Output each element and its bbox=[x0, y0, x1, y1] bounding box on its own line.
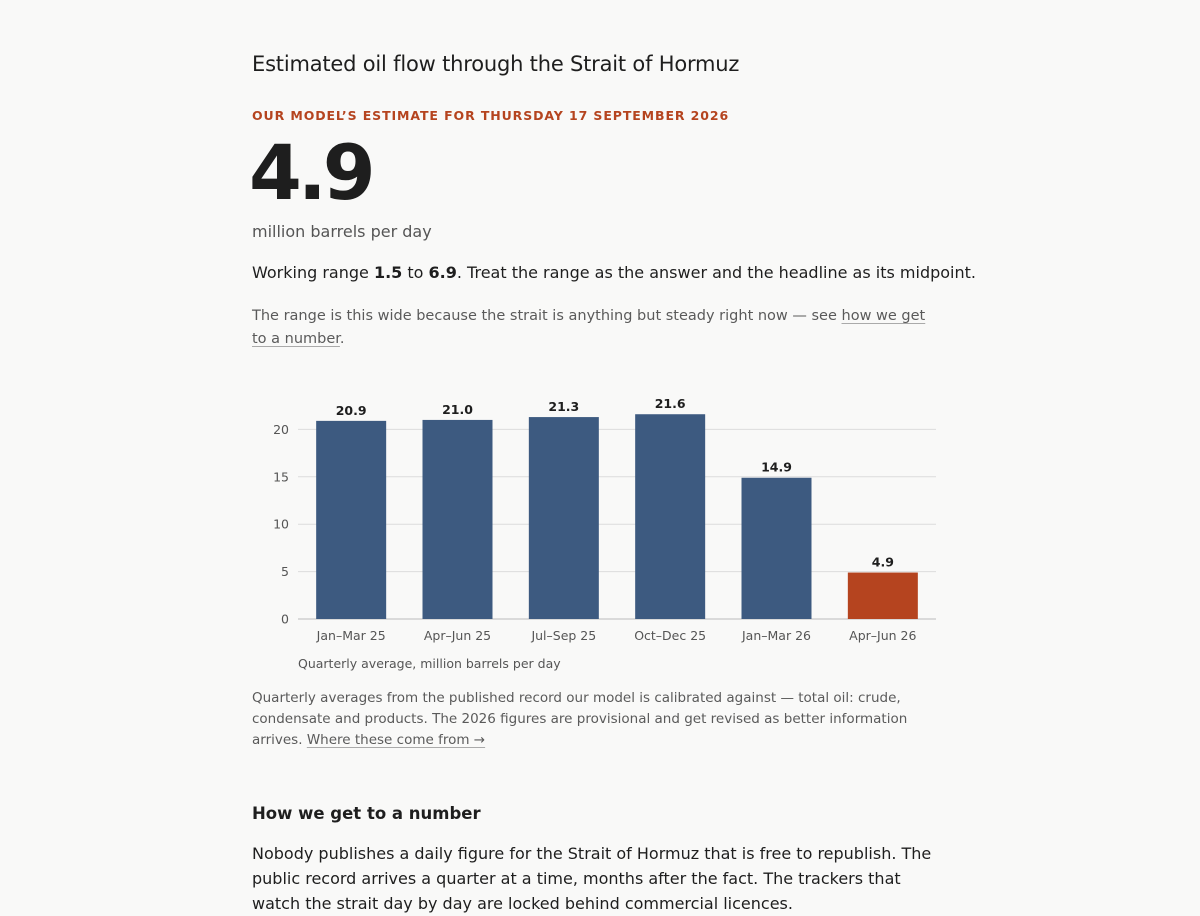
range-to: to bbox=[402, 263, 429, 282]
range-suffix: . Treat the range as the answer and the headline as its midpoint. bbox=[456, 263, 976, 282]
how-we-get-link[interactable]: how we get to a number bbox=[252, 308, 926, 347]
range-high: 6.9 bbox=[428, 263, 457, 282]
x-tick-label: Apr–Jun 25 bbox=[423, 628, 492, 643]
page-title: Estimated oil flow through the Strait of Hormuz bbox=[252, 52, 740, 76]
x-tick-label: Jan–Mar 25 bbox=[316, 628, 386, 643]
range-prefix: Working range bbox=[252, 263, 374, 282]
data-label: 20.9 bbox=[335, 402, 367, 418]
y-tick-label: 5 bbox=[281, 564, 289, 580]
bar bbox=[423, 420, 493, 619]
bar bbox=[529, 417, 599, 619]
estimate-unit: million barrels per day bbox=[252, 222, 432, 241]
y-tick-label: 15 bbox=[273, 469, 289, 485]
bar bbox=[742, 478, 812, 619]
section-body: Nobody publishes a daily figure for the Strait of Hormuz that is free to republish. The public record arrives a quarter at a time, months after the fact. The trackers that watch the strait day by day are locked behind commercial licences. bbox=[252, 844, 932, 913]
x-tick-label: Oct–Dec 25 bbox=[634, 628, 707, 643]
x-axis-label: Quarterly average, million barrels per day bbox=[298, 656, 561, 671]
working-range bbox=[252, 263, 976, 282]
x-tick-label: Apr–Jun 26 bbox=[849, 628, 917, 643]
y-tick-label: 0 bbox=[281, 611, 289, 627]
data-label: 14.9 bbox=[761, 459, 792, 475]
bar bbox=[848, 573, 918, 619]
data-label: 4.9 bbox=[871, 554, 894, 570]
caption-text: Quarterly averages from the published record our model is calibrated against — total oil: crude, condensate and products. The 2026 figures are provisional and get revised as better information arrives. bbox=[252, 690, 908, 748]
bar bbox=[635, 414, 705, 619]
x-tick-label: Jan–Mar 26 bbox=[742, 628, 811, 643]
bar bbox=[316, 421, 386, 619]
note-end: . bbox=[339, 331, 345, 347]
bar-chart bbox=[252, 385, 942, 675]
y-tick-label: 10 bbox=[273, 516, 289, 532]
sources-link[interactable]: Where these come from → bbox=[306, 732, 486, 748]
note-text: The range is this wide because the strait is anything but steady right now — see bbox=[252, 308, 842, 324]
x-tick-label: Jul–Sep 25 bbox=[531, 628, 597, 643]
range-note bbox=[252, 305, 942, 351]
data-label: 21.6 bbox=[654, 396, 686, 412]
estimate-kicker: OUR MODEL’S ESTIMATE FOR THURSDAY 17 SEPTEMBER 2026 bbox=[252, 108, 730, 123]
range-low: 1.5 bbox=[373, 263, 403, 282]
data-label: 21.3 bbox=[548, 399, 580, 415]
estimate-value: 4.9 bbox=[249, 128, 372, 217]
section-heading: How we get to a number bbox=[252, 804, 481, 823]
chart-caption bbox=[252, 688, 942, 751]
data-label: 21.0 bbox=[442, 401, 473, 417]
y-tick-label: 20 bbox=[273, 421, 289, 437]
